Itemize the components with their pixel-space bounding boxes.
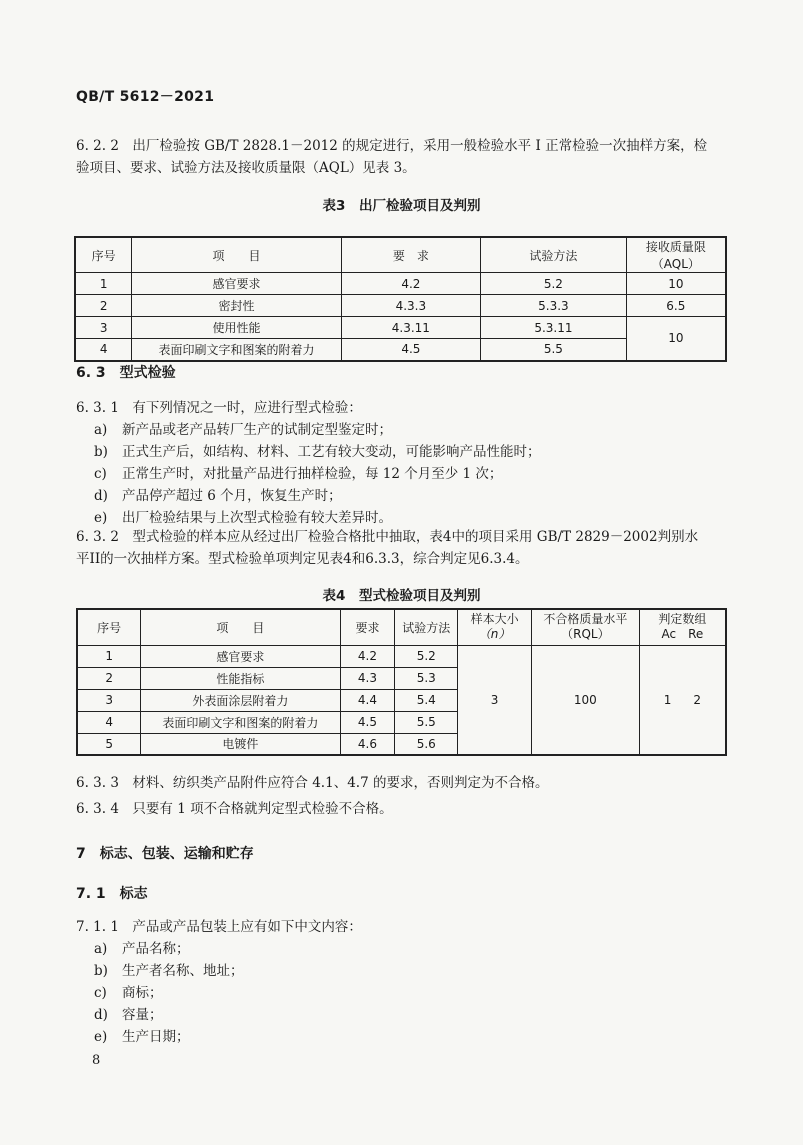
section-6-3-heading: 6. 3 型式检验	[76, 365, 176, 381]
table3-cell-aql: 10	[626, 317, 726, 361]
table4-header-row	[77, 609, 726, 645]
table4-header-judge-label: 判定数组	[658, 612, 707, 627]
table4-header-judge	[639, 609, 726, 645]
table3-cell-no: 4	[75, 339, 132, 361]
table3-cell-item: 使用性能	[132, 317, 341, 339]
table4-cell-req: 4.6	[340, 733, 395, 755]
list-item	[94, 1004, 244, 1026]
table4-cell-req: 4.3	[340, 667, 395, 689]
clause-6-3-2-line1: 6. 3. 2 型式检验的样本应从经过出厂检验合格批中抽取，表4中的项目采用 GB/T 2829－2002判别水	[76, 529, 699, 545]
clause-6-2-2-line2: 验项目、要求、试验方法及接收质量限（AQL）见表 3。	[76, 160, 416, 176]
list-text: 正式生产后，如结构、材料、工艺有较大变动，可能影响产品性能时；	[122, 444, 541, 460]
table4-cell-no: 2	[77, 667, 141, 689]
list-label: c)	[94, 466, 107, 482]
table4-cell-item: 性能指标	[141, 667, 340, 689]
clause-6-3-4: 6. 3. 4 只要有 1 项不合格就判定型式检验不合格。	[76, 801, 393, 817]
table3-cell-aql: 6.5	[626, 295, 726, 317]
list-text: 产品停产超过 6 个月，恢复生产时；	[122, 488, 342, 504]
table4-header-sample	[458, 609, 532, 645]
list-item	[94, 463, 541, 485]
table4-header-sample-symbol: （n）	[478, 627, 511, 642]
list-item	[94, 960, 244, 982]
table3-cell-method: 5.5	[481, 339, 627, 361]
list-text: 出厂检验结果与上次型式检验有较大差异时。	[122, 510, 392, 526]
table-row	[77, 645, 726, 667]
table4-cell-re: 2	[693, 692, 701, 707]
table4-caption: 表4 型式检验项目及判别	[322, 588, 481, 604]
section-7-1-heading: 7. 1 标志	[76, 886, 148, 902]
list-label: d)	[94, 1007, 108, 1023]
table3-header-no: 序号	[75, 237, 132, 273]
table4-cell-method: 5.3	[395, 667, 458, 689]
list-label: a)	[94, 941, 108, 957]
list-text: 生产日期；	[122, 1029, 190, 1045]
table3-header-item: 项 目	[132, 237, 341, 273]
table4-cell-no: 5	[77, 733, 141, 755]
table-row	[75, 295, 726, 317]
table4-header-method: 试验方法	[395, 609, 458, 645]
table4-header-item: 项 目	[141, 609, 340, 645]
list-text: 商标；	[122, 985, 163, 1001]
clause-7-1-1-list	[94, 938, 244, 1048]
list-label: e)	[94, 510, 108, 526]
list-item	[94, 441, 541, 463]
table4-cell-acre	[639, 645, 726, 755]
table4-cell-method: 5.5	[395, 711, 458, 733]
table4-header-judge-acre: Ac Re	[661, 627, 704, 642]
list-label: b)	[94, 444, 108, 460]
list-item	[94, 1026, 244, 1048]
table3-header-row	[75, 237, 726, 273]
table4-header-no: 序号	[77, 609, 141, 645]
table3-cell-no: 1	[75, 273, 132, 295]
table3-cell-method: 5.3.3	[481, 295, 627, 317]
table4-cell-req: 4.5	[340, 711, 395, 733]
table4-header-req: 要求	[340, 609, 395, 645]
table3-header-aql: 接收质量限（AQL）	[626, 237, 726, 273]
table-row	[75, 273, 726, 295]
standard-code: QB/T 5612－2021	[76, 89, 215, 105]
clause-6-3-3: 6. 3. 3 材料、纺织类产品附件应符合 4.1、4.7 的要求，否则判定为不合格。	[76, 775, 549, 791]
list-text: 容量；	[122, 1007, 163, 1023]
clause-6-3-1-intro: 6. 3. 1 有下列情况之一时，应进行型式检验：	[76, 400, 362, 416]
list-label: e)	[94, 1029, 108, 1045]
list-label: d)	[94, 488, 108, 504]
table4-cell-method: 5.2	[395, 645, 458, 667]
table3-cell-no: 3	[75, 317, 132, 339]
table4-cell-no: 4	[77, 711, 141, 733]
table3-cell-item: 感官要求	[132, 273, 341, 295]
table4-cell-method: 5.4	[395, 689, 458, 711]
list-text: 新产品或老产品转厂生产的试制定型鉴定时；	[122, 422, 392, 438]
list-text: 生产者名称、地址；	[122, 963, 244, 979]
list-item	[94, 485, 541, 507]
clause-6-3-1-list	[94, 419, 541, 529]
page-number: 8	[92, 1053, 101, 1068]
table3-header-req: 要 求	[341, 237, 481, 273]
table4-cell-ac: 1	[663, 692, 672, 707]
table4-cell-method: 5.6	[395, 733, 458, 755]
section-7-heading: 7 标志、包装、运输和贮存	[76, 846, 254, 862]
table3-cell-item: 密封性	[132, 295, 341, 317]
table3-cell-no: 2	[75, 295, 132, 317]
list-label: a)	[94, 422, 108, 438]
table4-cell-rql: 100	[531, 645, 639, 755]
table4-header-sample-label: 样本大小	[470, 612, 519, 627]
table4-header-rql-label: 不合格质量水平	[543, 612, 628, 627]
table3-cell-req: 4.2	[341, 273, 481, 295]
list-item	[94, 419, 541, 441]
list-label: b)	[94, 963, 108, 979]
table4-cell-item: 电镀件	[141, 733, 340, 755]
clause-6-3-2-line2: 平II的一次抽样方案。型式检验单项判定见表4和6.3.3，综合判定见6.3.4。	[76, 551, 529, 567]
table4-cell-req: 4.2	[340, 645, 395, 667]
table4-cell-item: 外表面涂层附着力	[141, 689, 340, 711]
table4-cell-sample: 3	[458, 645, 532, 755]
table4-cell-no: 3	[77, 689, 141, 711]
table3-cell-method: 5.3.11	[481, 317, 627, 339]
list-text: 产品名称；	[122, 941, 190, 957]
table3-cell-item: 表面印刷文字和图案的附着力	[132, 339, 341, 361]
list-text: 正常生产时，对批量产品进行抽样检验，每 12 个月至少 1 次；	[122, 466, 503, 482]
table4-header-rql-abbr: （RQL）	[561, 627, 610, 642]
table3-caption: 表3 出厂检验项目及判别	[322, 198, 481, 214]
clause-6-2-2-line1: 6. 2. 2 出厂检验按 GB/T 2828.1－2012 的规定进行，采用一般检验水平 I 正常检验一次抽样方案，检	[76, 138, 708, 154]
table3-cell-req: 4.3.3	[341, 295, 481, 317]
list-item	[94, 938, 244, 960]
table4-cell-item: 感官要求	[141, 645, 340, 667]
list-label: c)	[94, 985, 107, 1001]
clause-7-1-1-intro: 7. 1. 1 产品或产品包装上应有如下中文内容：	[76, 919, 362, 935]
table4-cell-req: 4.4	[340, 689, 395, 711]
list-item	[94, 982, 244, 1004]
table4-cell-no: 1	[77, 645, 141, 667]
table3-cell-aql: 10	[626, 273, 726, 295]
table3-cell-req: 4.3.11	[341, 317, 481, 339]
table-row	[75, 317, 726, 339]
table3	[74, 236, 727, 362]
table3-cell-method: 5.2	[481, 273, 627, 295]
table3-header-method: 试验方法	[481, 237, 627, 273]
table3-cell-req: 4.5	[341, 339, 481, 361]
table4	[76, 608, 727, 756]
table4-header-rql	[531, 609, 639, 645]
table4-cell-item: 表面印刷文字和图案的附着力	[141, 711, 340, 733]
